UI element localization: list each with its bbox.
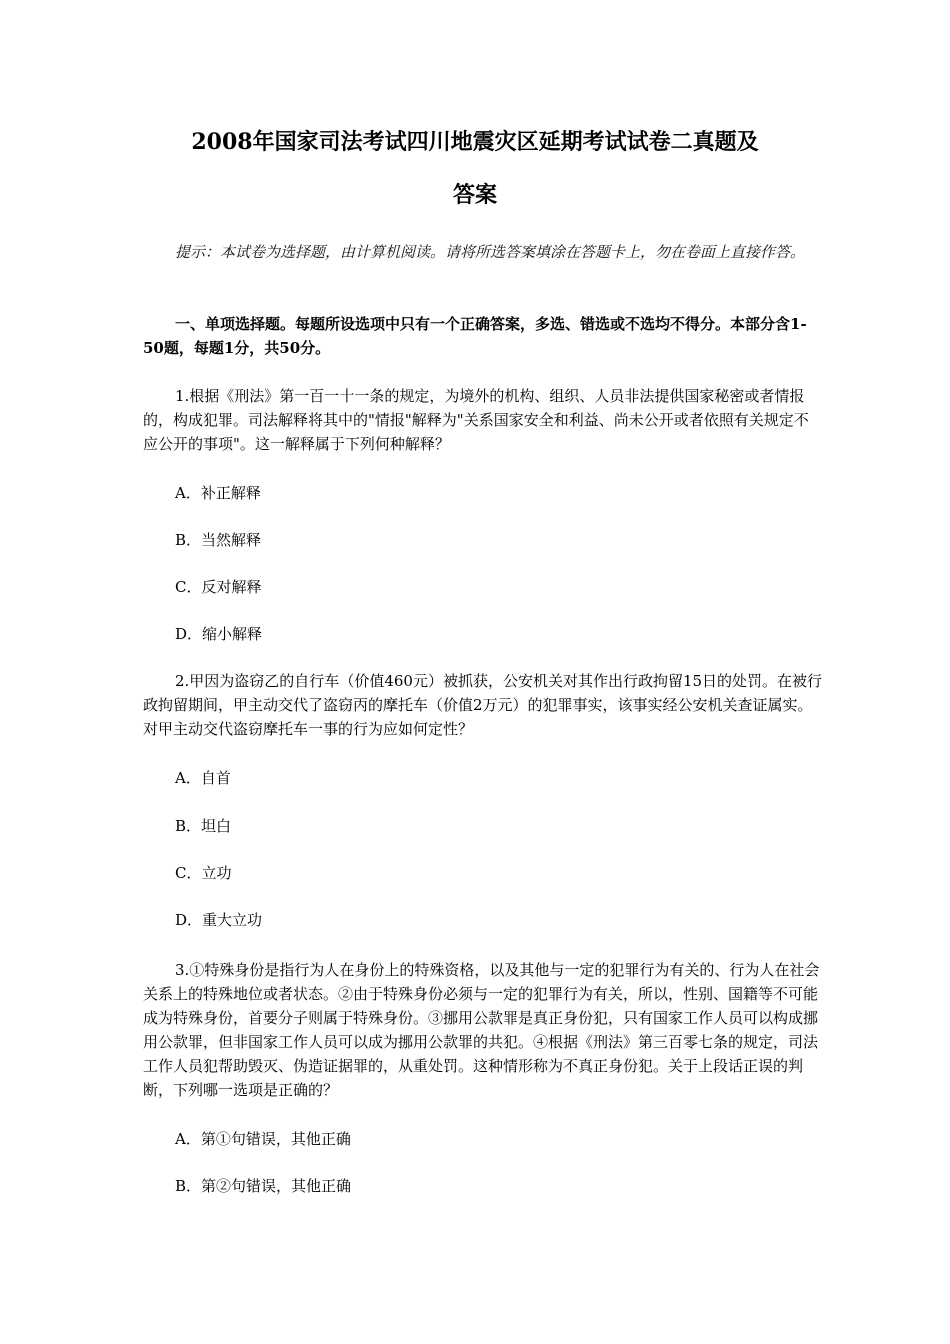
exam-note (143, 240, 823, 265)
question-2-option-c: C．立功 (175, 864, 232, 882)
question-1-option-a: A．补正解释 (175, 484, 261, 502)
exam-note-text: 提示：本试卷为选择题，由计算机阅读。请将所选答案填涂在答题卡上，勿在卷面上直接作答。 (175, 243, 806, 261)
question-2-option-b: B．坦白 (175, 817, 232, 835)
question-2-option-a: A．自首 (175, 769, 231, 787)
document-title-line-1: 2008年国家司法考试四川地震灾区延期考试试卷二真题及 (191, 129, 759, 155)
question-2 (143, 669, 823, 741)
question-3 (143, 958, 823, 1102)
question-1-option-d: D．缩小解释 (175, 625, 263, 643)
question-1-text: 1.根据《刑法》第一百一十一条的规定，为境外的机构、组织、人员非法提供国家秘密或者情报的，构成犯罪。司法解释将其中的"情报"解释为"关系国家安全和利益、尚未公开或者依照有关规定不应公开的事项"。这一解释属于下列何种解释？ (143, 387, 809, 453)
question-2-option-d: D．重大立功 (175, 911, 263, 929)
question-3-option-a: A．第①句错误，其他正确 (175, 1130, 351, 1148)
question-1 (143, 384, 823, 456)
question-1-option-c: C．反对解释 (175, 578, 262, 596)
section-heading-text: 一、单项选择题。每题所设选项中只有一个正确答案，多选、错选或不选均不得分。本部分含1-50题，每题1分，共50分。 (143, 315, 807, 357)
question-3-option-b: B．第②句错误，其他正确 (175, 1177, 352, 1195)
question-3-text: 3.①特殊身份是指行为人在身份上的特殊资格，以及其他与一定的犯罪行为有关的、行为人在社会关系上的特殊地位或者状态。②由于特殊身份必须与一定的犯罪行为有关，所以，性别、国籍等不可能成为特殊身份，首要分子则属于特殊身份。③挪用公款罪是真正身份犯，只有国家工作人员可以构成挪用公款罪，但非国家工作人员可以成为挪用公款罪的共犯。④根据《刑法》第三百零七条的规定，司法工作人员犯帮助毁灭、伪造证据罪的，从重处罚。这种情形称为不真正身份犯。关于上段话正误的判断，下列哪一选项是正确的？ (143, 961, 820, 1099)
section-heading (143, 312, 823, 360)
question-1-option-b: B．当然解释 (175, 531, 262, 549)
question-2-text: 2.甲因为盗窃乙的自行车（价值460元）被抓获，公安机关对其作出行政拘留15日的处罚。在被行政拘留期间，甲主动交代了盗窃丙的摩托车（价值2万元）的犯罪事实，该事实经公安机关查证属实。对甲主动交代盗窃摩托车一事的行为应如何定性？ (143, 672, 823, 738)
document-title-line-2: 答案 (452, 182, 497, 208)
